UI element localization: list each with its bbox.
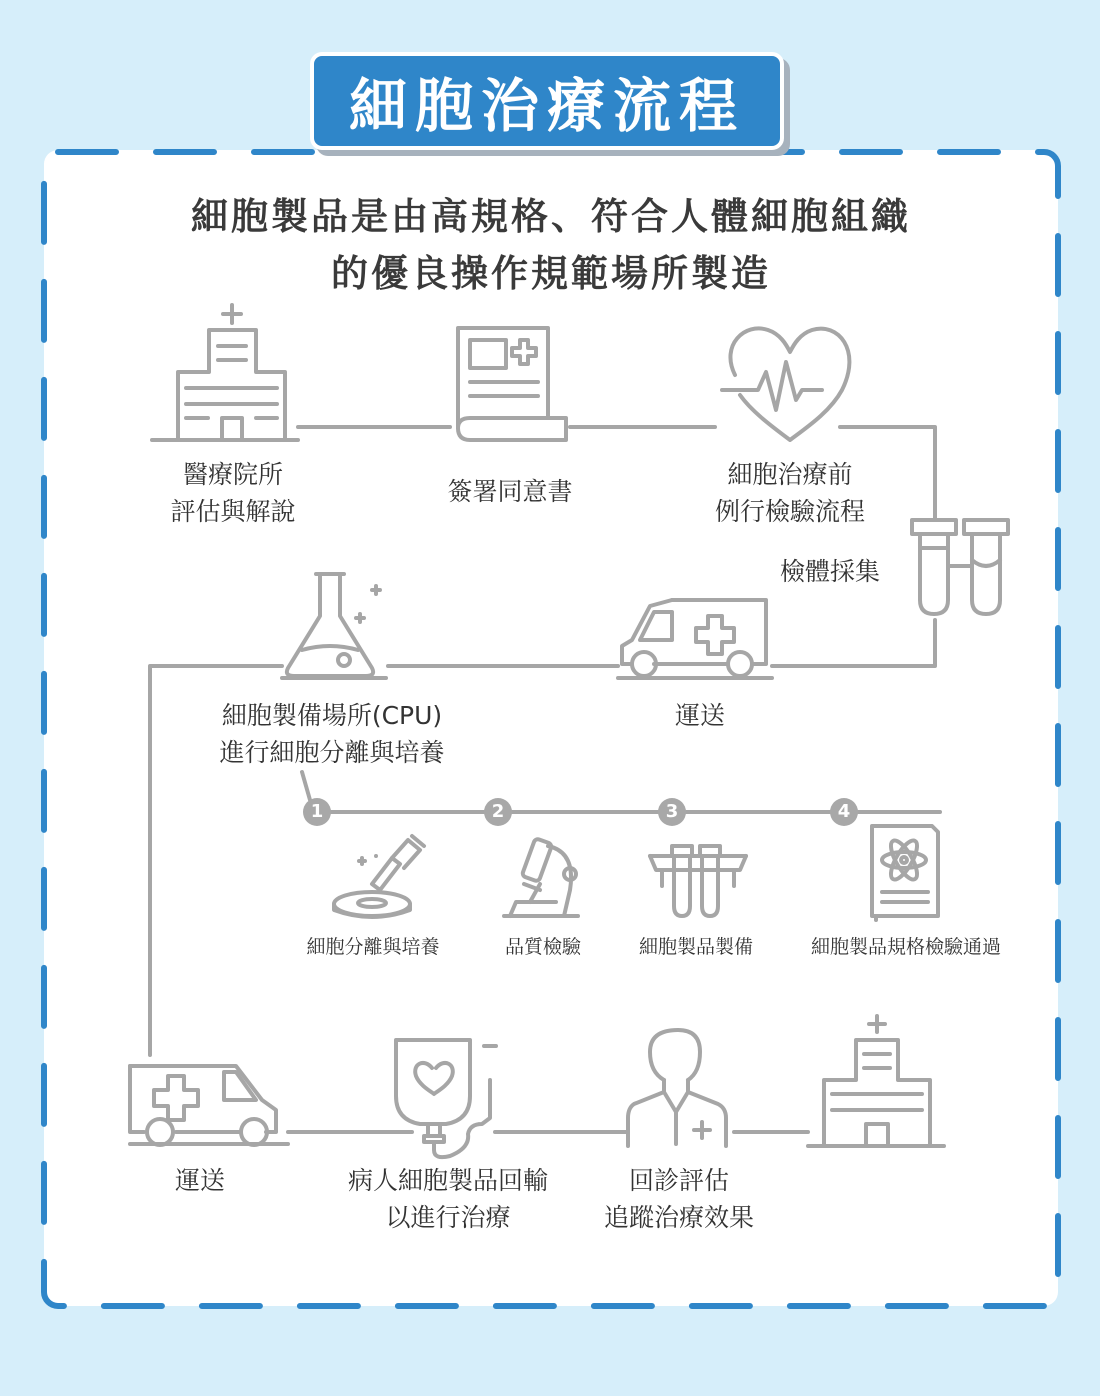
ambulance-icon — [130, 1066, 288, 1145]
report-icon — [872, 826, 938, 920]
heartbeat-icon — [722, 328, 849, 440]
subtitle-line-2: 的優良操作規範場所製造 — [331, 252, 771, 295]
iv-bag-icon — [396, 1040, 496, 1157]
substep-number-3: 3 — [658, 798, 686, 826]
step-label-cpu: 細胞製備場所(CPU) 進行細胞分離與培養 — [219, 701, 445, 767]
substep-label-separation-culture: 細胞分離與培養 — [306, 936, 440, 958]
hospital-icon — [808, 1016, 944, 1146]
step-label-transport-2: 運送 — [174, 1166, 225, 1195]
substep-number-4: 4 — [830, 798, 858, 826]
substep-number-1: 1 — [303, 798, 331, 826]
flask-icon — [282, 574, 386, 678]
subtitle-line-1: 細胞製品是由高規格、符合人體細胞組織 — [191, 195, 911, 238]
doctor-icon — [628, 1030, 726, 1146]
step-label-reinfusion: 病人細胞製品回輸 以進行治療 — [347, 1166, 548, 1232]
step-label-pre-treatment-tests: 細胞治療前 例行檢驗流程 — [714, 460, 865, 526]
connector-lines — [150, 427, 940, 1132]
hospital-icon — [152, 305, 298, 440]
step-label-follow-up: 回診評估 追蹤治療效果 — [603, 1166, 754, 1232]
substep-label-spec-test-passed: 細胞製品規格檢驗通過 — [810, 936, 1001, 958]
step-label-hospital-assessment: 醫療院所 評估與解說 — [170, 460, 296, 526]
test-tubes-icon — [650, 846, 746, 916]
step-label-transport-1: 運送 — [674, 701, 725, 730]
ambulance-icon — [618, 600, 772, 678]
microscope-icon — [504, 838, 578, 916]
substep-number-2: 2 — [484, 798, 512, 826]
substep-label-product-preparation: 細胞製品製備 — [638, 936, 753, 958]
substep-label-quality-test: 品質檢驗 — [504, 936, 581, 958]
page-title: 細胞治療流程 — [348, 72, 745, 140]
step-label-specimen-collection: 檢體採集 — [779, 557, 880, 586]
consent-document-icon — [458, 328, 566, 440]
step-label-consent: 簽署同意書 — [447, 477, 573, 506]
pipette-dish-icon — [334, 836, 424, 917]
test-tubes-icon — [912, 520, 1008, 614]
